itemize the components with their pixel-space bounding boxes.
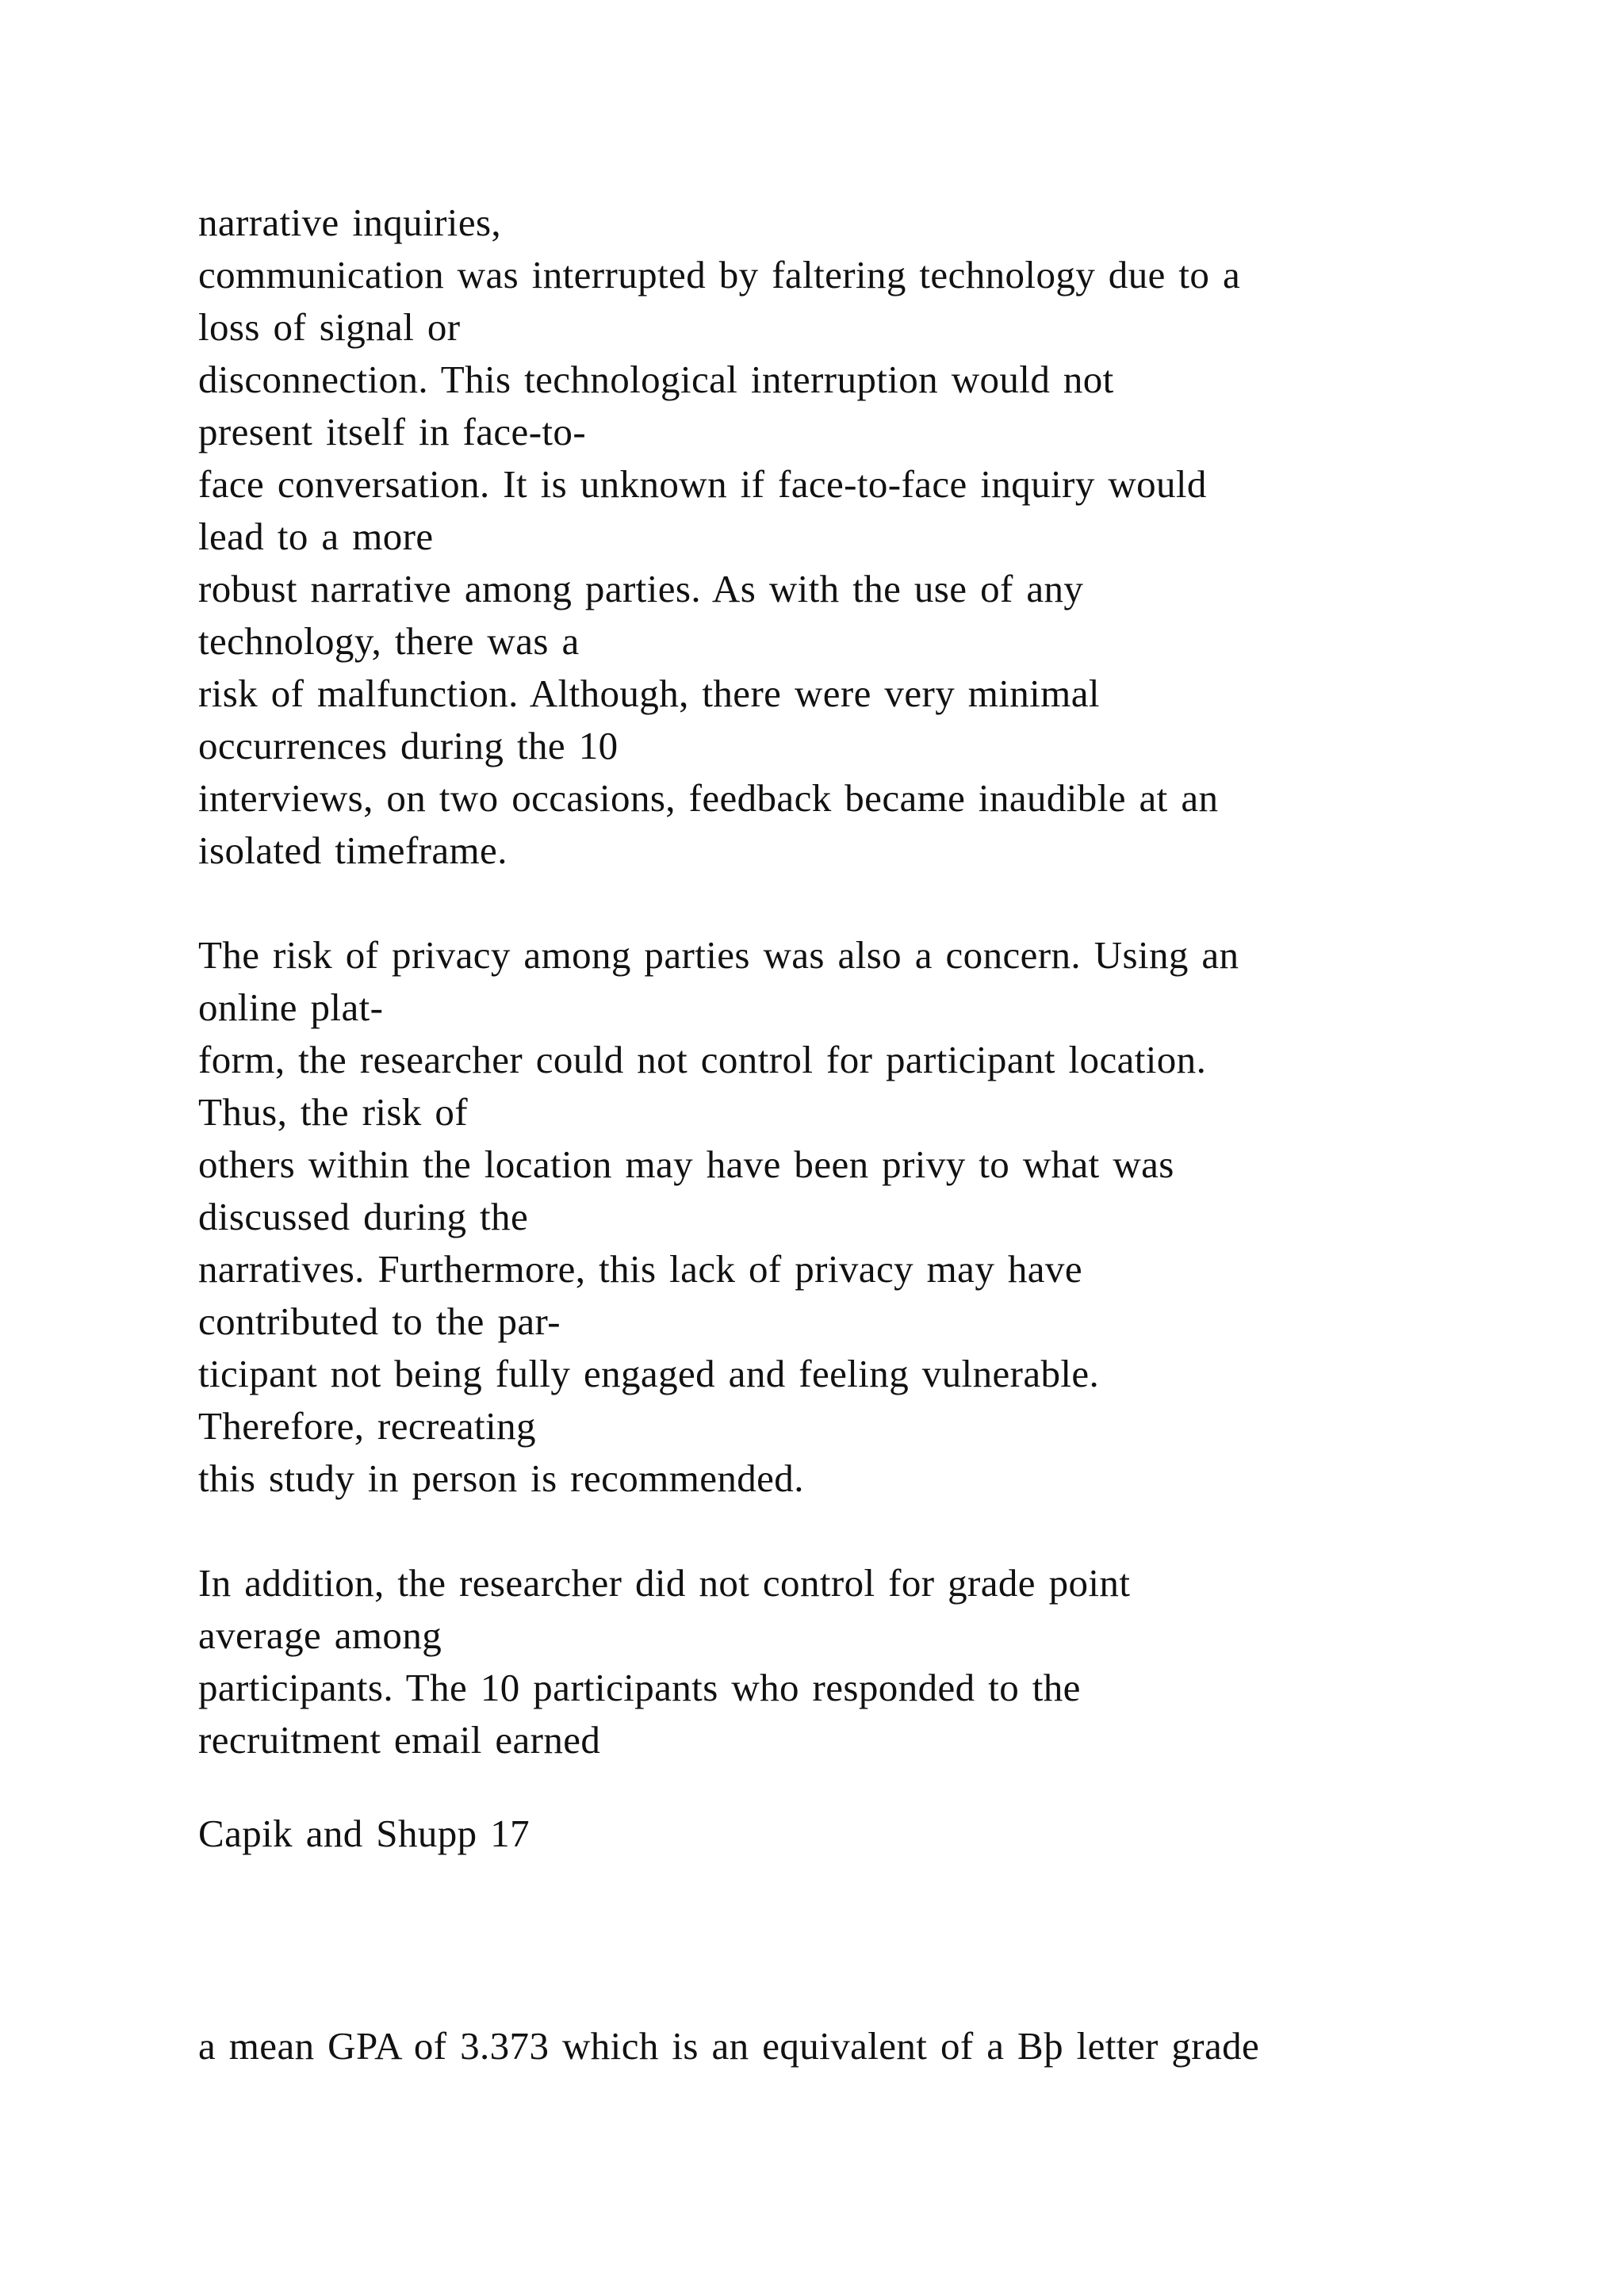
text-line: communication was interrupted by faltering technology due to a	[198, 253, 1241, 297]
footer-line: Capik and Shupp 17	[198, 1812, 530, 1855]
running-footer	[198, 1808, 1546, 1860]
text-line: The risk of privacy among parties was also a concern. Using an	[198, 933, 1239, 977]
text-line: robust narrative among parties. As with the use of any	[198, 567, 1084, 610]
text-line: average among	[198, 1613, 442, 1657]
text-line: narratives. Furthermore, this lack of privacy may have	[198, 1247, 1082, 1291]
body-text	[198, 197, 1546, 1766]
text-line: contributed to the par-	[198, 1299, 561, 1343]
text-line: technology, there was a	[198, 619, 580, 663]
text-line: isolated timeframe.	[198, 828, 508, 872]
text-line: lead to a more	[198, 515, 434, 558]
text-line: interviews, on two occasions, feedback became inaudible at an	[198, 776, 1219, 820]
text-line: online plat-	[198, 985, 384, 1029]
text-line: form, the researcher could not control for participant location.	[198, 1038, 1207, 1081]
text-line: loss of signal or	[198, 305, 461, 349]
text-line: a mean GPA of 3.373 which is an equivalent of a Bþ letter grade	[198, 2024, 1260, 2068]
text-line: risk of malfunction. Although, there were very minimal	[198, 672, 1100, 715]
text-line: face conversation. It is unknown if face-to-face inquiry would	[198, 462, 1207, 506]
text-line: narrative inquiries,	[198, 201, 502, 244]
text-line: Thus, the risk of	[198, 1090, 468, 1134]
text-line: this study in person is recommended.	[198, 1456, 804, 1500]
text-line: participants. The 10 participants who responded to the	[198, 1666, 1081, 1709]
text-line: ticipant not being fully engaged and feeling vulnerable.	[198, 1352, 1100, 1395]
text-line: disconnection. This technological interruption would not	[198, 358, 1114, 401]
text-line: In addition, the researcher did not control for grade point	[198, 1561, 1131, 1605]
text-line: Therefore, recreating	[198, 1404, 536, 1448]
text-line: discussed during the	[198, 1195, 529, 1238]
paragraph-gap	[198, 1505, 1546, 1557]
text-line: recruitment email earned	[198, 1718, 601, 1762]
paragraph-gap	[198, 877, 1546, 929]
next-page-text	[198, 2020, 1546, 2072]
text-line: occurrences during the 10	[198, 724, 619, 767]
text-line: present itself in face-to-	[198, 410, 587, 453]
text-line: others within the location may have been privy to what was	[198, 1142, 1174, 1186]
